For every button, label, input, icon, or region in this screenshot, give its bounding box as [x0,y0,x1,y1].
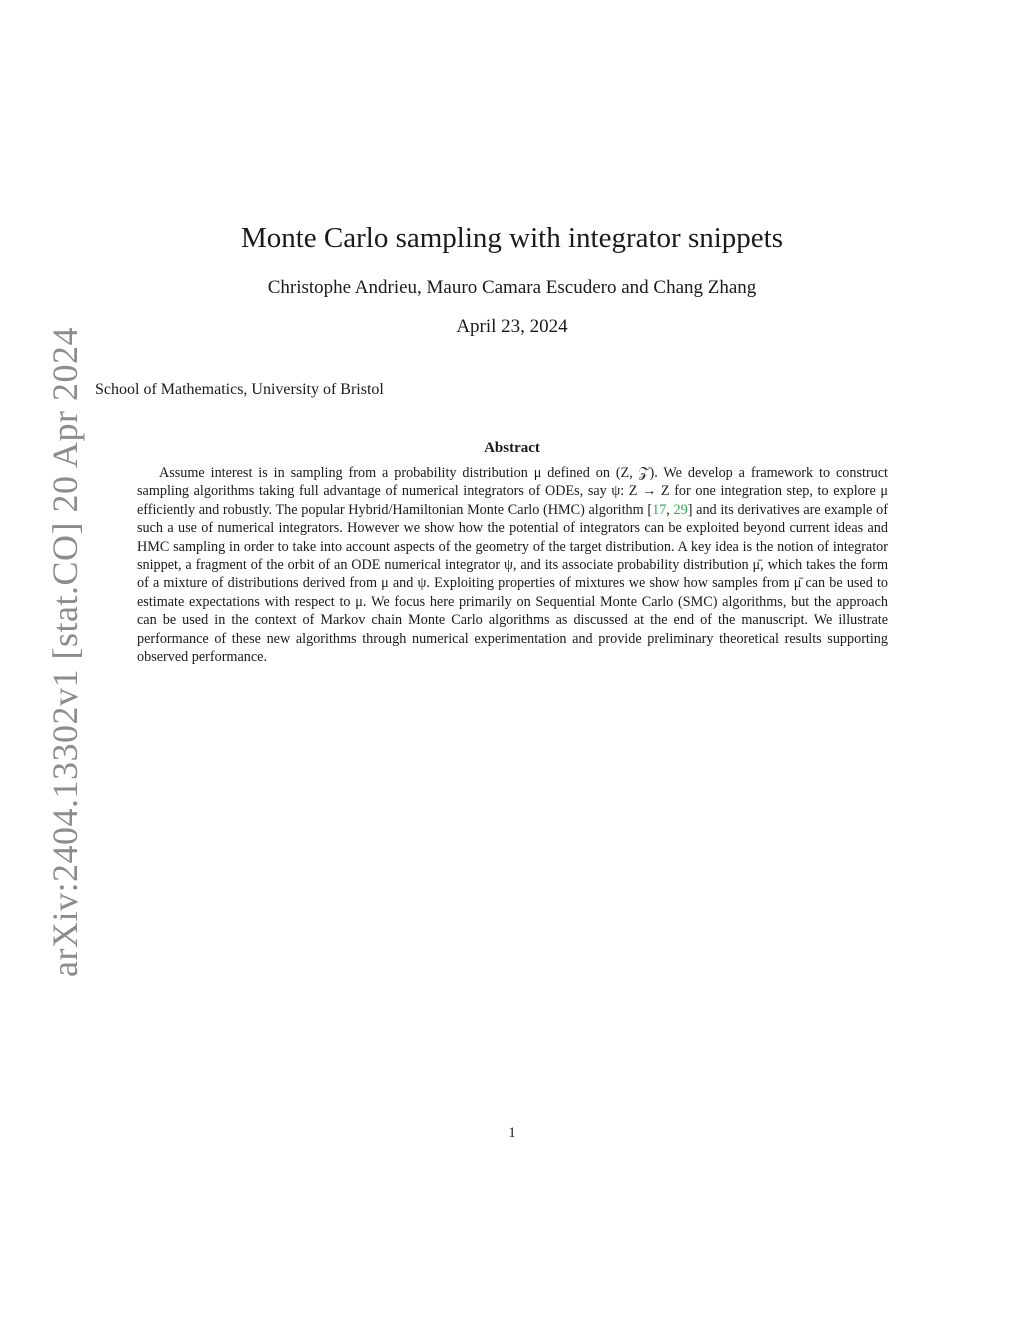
page-number: 1 [508,1125,516,1141]
abstract-body [137,464,888,666]
arxiv-identifier-stamp: arXiv:2404.13302v1 [stat.CO] 20 Apr 2024 [45,327,85,977]
publication-date: April 23, 2024 [456,316,568,337]
citation-separator: , [666,501,674,518]
paper-title: Monte Carlo sampling with integrator snippets [240,222,784,254]
abstract-text-part1: Assume interest is in sampling from a probability distribution μ defined on (Z, 𝒵). We develop a framework to construct sampling algorithms taking full advantage of numerical integrators of ODEs, say ψ: Z → Z for one integration step, to explore μ efficiently and robustly. The popular Hybrid/Hamiltonian Monte Carlo (HMC) algorithm [ [137,465,888,518]
abstract-heading: Abstract [484,440,540,456]
author-affiliation: School of Mathematics, University of Bristol [95,381,384,398]
abstract-paragraph [137,464,888,666]
abstract-text-part2: ] and its derivatives are example of such a use of numerical integrators. However we show how the potential of integrators can be exploited beyond current ideas and HMC sampling in order to take into account aspects of the geometry of the target distribution. A key idea is the notion of integrator snippet, a fragment of the orbit of an ODE numerical integrator ψ, and its associate probability distribution μ̄, which takes the form of a mixture of distributions derived from μ and ψ. Exploiting properties of mixtures we show how samples from μ̄ can be used to estimate expectations with respect to μ. We focus here primarily on Sequential Monte Carlo (SMC) algorithms, but the approach can be used in the context of Markov chain Monte Carlo algorithms as discussed at the end of the manuscript. We illustrate performance of these new algorithms through numerical experimentation and provide preliminary theoretical results supporting observed performance. [137,501,888,666]
author-list: Christophe Andrieu, Mauro Camara Escudero and Chang Zhang [267,277,757,298]
citation-link-29[interactable]: 29 [673,501,688,518]
citation-link-17[interactable]: 17 [652,501,667,518]
